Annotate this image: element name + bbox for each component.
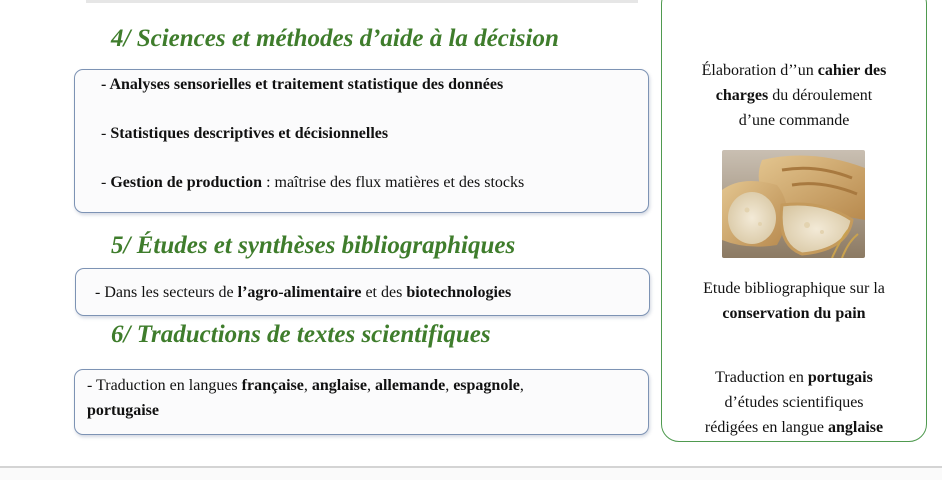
sidebar-text: du déroulement [768,87,873,104]
sidebar-bold-text: anglaise [827,419,884,436]
sidebar-bold-text: cahier des [817,62,887,79]
sidebar-line [661,390,927,415]
sidebar-text: d’études scientifiques [724,394,864,411]
item-text: , [303,377,312,394]
sidebar-text: Etude bibliographique sur la [703,280,885,297]
item-bold-text: Statistiques descriptives et décisionnelles [110,125,389,142]
section-6-heading: 6/ Traductions de textes scientifiques [111,321,491,348]
section-5-box [75,268,650,316]
sidebar-block-conservation [661,276,927,326]
item-text: , [519,377,524,394]
item-text: , [445,377,454,394]
bread-photo-icon [722,150,865,258]
bread-image [722,150,865,258]
item-bold-text: Gestion de production [110,174,263,191]
list-item [101,125,388,143]
item-bold-text: Analyses sensorielles et traitement statistique des données [109,76,504,93]
sidebar-line [661,276,927,301]
sidebar-bold-text: conservation du pain [722,305,866,322]
item-text: : maîtrise des flux matières et des stocks [262,174,525,191]
sidebar-line [661,415,927,440]
item-prefix: - [101,174,111,191]
item-text: et des [361,284,407,301]
sidebar-bold-text: charges [715,87,769,104]
item-bold-text: l’agro-alimentaire [237,284,362,301]
item-bold-text: anglaise [311,377,367,394]
sidebar-line [661,365,927,390]
item-bold-text: allemande [374,377,446,394]
item-bold-text: biotechnologies [406,284,512,301]
item-text: - Traduction en langues [87,377,242,394]
top-divider [86,0,638,3]
section-6-box [74,369,649,435]
list-item [95,284,511,302]
list-item-continuation [87,402,159,420]
item-text: - Dans les secteurs de [95,284,238,301]
item-text: , [366,377,375,394]
list-item [101,76,503,94]
sidebar-line [661,58,927,83]
sidebar-text: Élaboration d’’un [701,62,818,79]
item-bold-text: espagnole [453,377,520,394]
section-4-heading: 4/ Sciences et méthodes d’aide à la décision [111,25,559,52]
sidebar-block-cahier [661,58,927,133]
sidebar-line [661,83,927,108]
sidebar-text: d’une commande [738,112,850,129]
sidebar-line [661,301,927,326]
item-bold-text: portugaise [87,402,159,419]
section-4-box [74,69,649,213]
sidebar-bold-text: portugais [807,369,873,386]
item-prefix: - [101,125,111,142]
list-item [87,377,524,395]
bottom-strip [0,468,942,480]
section-5-heading: 5/ Études et synthèses bibliographiques [111,232,516,259]
sidebar-block-traduction [661,365,927,440]
sidebar-text: Traduction en [715,369,808,386]
sidebar-text: rédigées en langue [704,419,828,436]
sidebar-line [661,108,927,133]
list-item [101,174,524,192]
item-bold-text: française [241,377,304,394]
item-prefix: - [101,76,110,93]
